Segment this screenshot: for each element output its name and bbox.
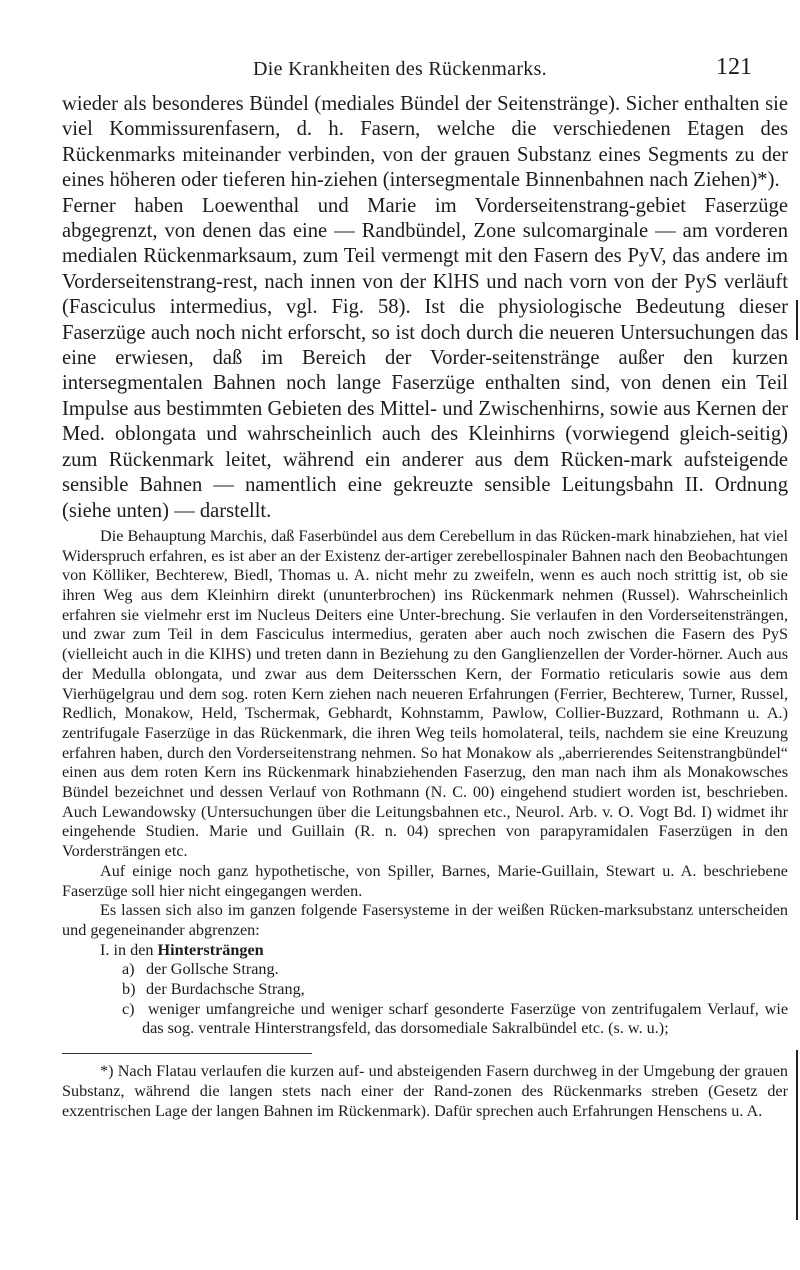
small-paragraph: Die Behauptung Marchis, daß Faserbündel aus dem Cerebellum in das Rücken-mark hinabziehen, hat viel Widerspruch erfahren, es ist aber an der Existenz der-artiger zerebellospinaler Bahnen nach den Beobachtungen von Kölliker, Bechterew, Biedl, Thomas u. A. nicht mehr zu zweifeln, wenn es auch noch strittig ist, ob sie ihren Weg aus dem Kleinhirn direkt (ununterbrochen) ins Rückenmark nehmen (Russel). Wahrscheinlich erfahren sie vielmehr erst im Nucleus Deiters eine Unter-brechung. Sie verlaufen in den Vorderseitensträngen, und zwar zum Teil in dem Fasciculus intermedius, geraten aber auch noch zwischen die Fasern des PyS (vielleicht auch in die KlHS) und treten dann in Beziehung zu den Ganglienzellen der Vorder-hörner. Auch aus der Medulla oblongata, und zwar aus dem Deitersschen Kern, der Formatio reticularis sowie aus dem Vierhügelgrau und dem sog. roten Kern ziehen nach neueren Erfahrungen (Ferrier, Bechterew, Turner, Russel, Redlich, Monakow, Held, Tschermak, Gebhardt, Kohnstamm, Pawlow, Collier-Buzzard, Rothmann u. A.) zentrifugale Faserzüge in das Rückenmark, die ihren Weg teils homolateral, teils, nachdem sie eine Kreuzung erfahren haben, durch den Vorderseitenstrang nehmen. So hat Monakow als „aberrierendes Seitenstrangbündel“ einen aus dem roten Kern ins Rückenmark hinabziehenden Faserzug, den man nach ihm als Monakowsches Bündel bezeichnet und dessen Verlauf von Rothmann (N. C. 00) eingehend studiert worden ist, beschrieben. Auch Lewandowsky (Untersuchungen über die Leitungsbahnen etc., Neurol. Arb. v. O. Vogt Bd. I) widmet ihr eingehende Studien. Marie und Guillain (R. n. 04) sprechen von parapyramidalen Faserzügen in den Vordersträngen etc. xyxy=(62,526,788,861)
small-paragraph: Auf einige noch ganz hypothetische, von Spiller, Barnes, Marie-Guillain, Stewart u. A. beschriebene Faserzüge soll hier nicht eingegangen werden. xyxy=(62,861,788,900)
list-heading xyxy=(62,941,788,961)
footnote-divider xyxy=(62,1053,312,1054)
list-heading-bold: Hintersträngen xyxy=(157,940,264,959)
page-edge-mark xyxy=(796,1050,798,1220)
list-item xyxy=(82,980,788,1000)
paragraph: Ferner haben Loewenthal und Marie im Vorderseitenstrang-gebiet Faserzüge abgegrenzt, von denen das eine — Randbündel, Zone sulcomarginale — am vorderen medialen Rückenmarksaum, zum Teil vermengt mit den Fasern des PyV, das andere im Vorderseitenstrang-rest, nach innen von der KlHS und nach vorn von der PyS verläuft (Fasciculus intermedius, vgl. Fig. 58). Ist die physiologische Bedeutung dieser Faserzüge auch noch nicht erforscht, so ist doch durch die neueren Untersuchungen das eine erwiesen, daß im Bereich der Vorder-seitenstränge außer den kurzen intersegmentalen Bahnen noch lange Faserzüge enthalten sind, von denen ein Teil Impulse aus bestimmten Gebieten des Mittel- und Zwischenhirns, sowie aus Kernen der Med. oblongata und wahrscheinlich auch des Kleinhirns (vorwiegend gleich-seitig) zum Rückenmark leitet, während ein anderer aus dem Rücken-mark aufsteigende sensible Bahnen — namentlich eine gekreuzte sensible Leitungsbahn II. Ordnung (siehe unten) — darstellt. xyxy=(62,194,788,522)
list-item-label: c) xyxy=(122,999,135,1018)
list-item-label: a) xyxy=(122,960,135,979)
list-item-text: der Gollsche Strang. xyxy=(146,960,279,979)
list-heading-label: I. in den xyxy=(100,940,154,959)
list-item-text: der Burdachsche Strang, xyxy=(146,980,305,999)
small-print-section xyxy=(62,527,788,1039)
list-item xyxy=(82,1000,788,1039)
page-edge-mark xyxy=(796,300,798,340)
footnote-text: *) Nach Flatau verlaufen die kurzen auf- und absteigenden Fasern durchweg in der Umgebung der grauen Substanz, während die langen stets nach einer der Rand-zonen des Rückenmarks streben (Gesetz der exzentrischen Lage der langen Bahnen im Rückenmark). Dafür sprechen auch Erfahrungen Henschens u. A. xyxy=(62,1062,788,1120)
page-number: 121 xyxy=(716,54,752,80)
main-text xyxy=(62,92,788,524)
list-item-text: weniger umfangreiche und weniger scharf gesonderte Faserzüge von zentrifugalem Verlauf, wie das sog. ventrale Hinterstrangsfeld, das dorsomediale Sakralbündel etc. (s. w. u.); xyxy=(142,999,788,1038)
paragraph: wieder als besonderes Bündel (mediales Bündel der Seitenstränge). Sicher enthalten sie viel Kommissurenfasern, d. h. Fasern, welche die verschiedenen Etagen des Rückenmarks miteinander verbinden, von der grauen Substanz eines Segments zu der eines höheren oder tieferen hin-ziehen (intersegmentale Binnenbahnen nach Ziehen)*). xyxy=(62,93,788,192)
page-body xyxy=(62,92,788,1121)
small-paragraph: Es lassen sich also im ganzen folgende Fasersysteme in der weißen Rücken-marksubstanz unterscheiden und gegeneinander abgrenzen: xyxy=(62,901,788,939)
running-title: Die Krankheiten des Rückenmarks. xyxy=(253,58,547,80)
footnote xyxy=(62,1062,788,1121)
fiber-system-list xyxy=(62,941,788,1040)
list-item xyxy=(82,960,788,980)
list-item-label: b) xyxy=(122,980,136,999)
page-header xyxy=(0,50,800,90)
